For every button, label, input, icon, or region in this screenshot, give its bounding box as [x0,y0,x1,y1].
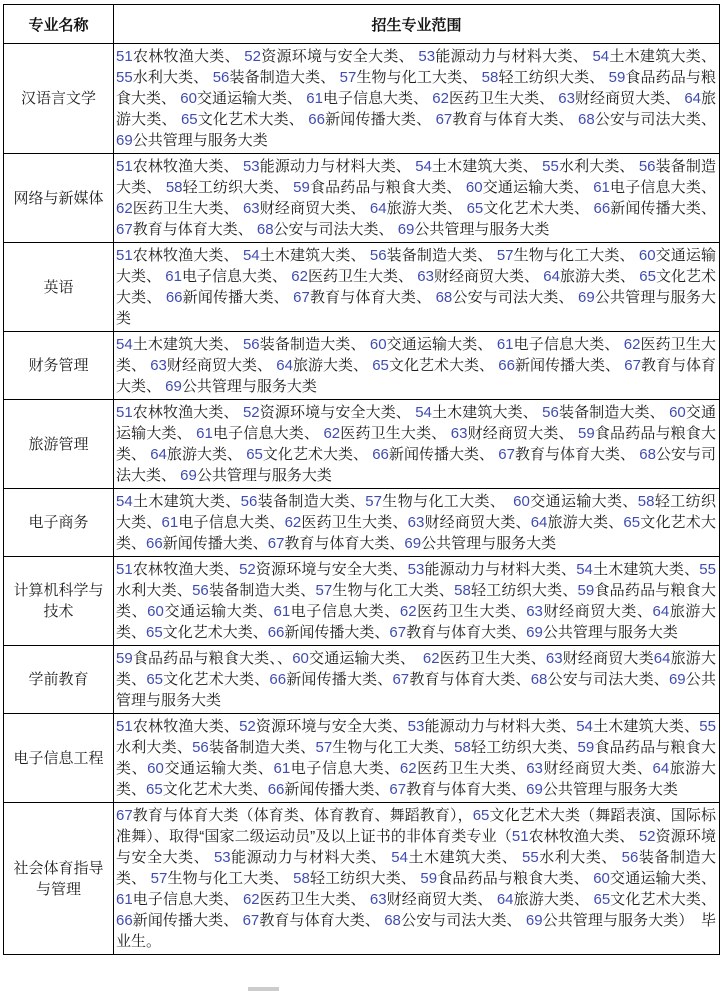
major-name-cell: 社会体育指导与管理 [4,803,114,955]
table-row [4,646,720,714]
column-header-major: 专业名称 [4,5,114,44]
major-name-cell: 学前教育 [4,646,114,714]
scope-cell: 51农林牧渔大类、 53能源动力与材料大类、 54土木建筑大类、 55水利大类、 56装备制造大类、 58轻工纺织大类、 59食品药品与粮食大类、 60交通运输大类、 61电子信息大类、 62医药卫生大类、 63财经商贸大类、 64旅游大类、 65文化艺术大类、 66新闻传播大类、 67教育与体育大类、 68公安与司法大类、 69公共管理与服务大类 [114,154,720,243]
scope-cell: 59食品药品与粮食大类、、60交通运输大类、 62医药卫生大类、63财经商贸大类64旅游大类、65文化艺术大类、66新闻传播大类、67教育与体育大类、68公安与司法大类、69公共管理与服务大类 [114,646,720,714]
scope-cell: 51农林牧渔大类、52资源环境与安全大类、53能源动力与材料大类、54土木建筑大类、55水利大类、56装备制造大类、57生物与化工大类、58轻工纺织大类、59食品药品与粮食大类、60交通运输大类、61电子信息大类、62医药卫生大类、63财经商贸大类、64旅游大类、65文化艺术大类、66新闻传播大类、67教育与体育大类、69公共管理与服务大类 [114,714,720,803]
table-row [4,44,720,154]
table-row [4,803,720,955]
major-name-cell: 汉语言文学 [4,44,114,154]
admission-scope-table [3,4,720,955]
column-header-scope: 招生专业范围 [114,5,720,44]
table-row [4,154,720,243]
table-row [4,243,720,332]
header-row [4,5,720,44]
scope-cell: 51农林牧渔大类、 54土木建筑大类、 56装备制造大类、 57生物与化工大类、 60交通运输大类、 61电子信息大类、 62医药卫生大类、 63财经商贸大类、 64旅游大类、 65文化艺术大类、 66新闻传播大类、 67教育与体育大类、 68公安与司法大类、 69公共管理与服务大类 [114,243,720,332]
scope-cell: 54土木建筑大类、56装备制造大类、57生物与化工大类、 60交通运输大类、58轻工纺织大类、61电子信息大类、62医药卫生大类、63财经商贸大类、64旅游大类、65文化艺术大类、66新闻传播大类、67教育与体育大类、69公共管理与服务大类 [114,489,720,557]
major-name-cell: 网络与新媒体 [4,154,114,243]
major-name-cell: 计算机科学与技术 [4,557,114,646]
major-name-cell: 旅游管理 [4,400,114,489]
major-name-cell: 英语 [4,243,114,332]
major-name-cell: 电子信息工程 [4,714,114,803]
scope-cell: 67教育与体育大类（体育类、体育教育、舞蹈教育），65文化艺术大类（舞蹈表演、国际标准舞）、取得“国家二级运动员”及以上证书的非体育类专业（51农林牧渔大类、 52资源环境与安全大类、 53能源动力与材料大类、 54土木建筑大类、 55水利大类、 56装备制造大类、 57生物与化工大类、 58轻工纺织大类、 59食品药品与粮食大类、 60交通运输大类、 61电子信息大类、 62医药卫生大类、 63财经商贸大类、 64旅游大类、 65文化艺术大类、 66新闻传播大类、 67教育与体育大类、 68公安与司法大类、 69公共管理与服务大类） 毕业生。 [114,803,720,955]
screen-edge-artifact [248,987,279,991]
table-row [4,332,720,400]
scope-cell: 51农林牧渔大类、 52资源环境与安全大类、 54土木建筑大类、 56装备制造大类、 60交通运输大类、 61电子信息大类、 62医药卫生大类、 63财经商贸大类、 59食品药品与粮食大类、 64旅游大类、 65文化艺术大类、 66新闻传播大类、 67教育与体育大类、 68公安与司法大类、 69公共管理与服务大类 [114,400,720,489]
scope-cell: 54土木建筑大类、 56装备制造大类、 60交通运输大类、 61电子信息大类、 62医药卫生大类、 63财经商贸大类、 64旅游大类、 65文化艺术大类、 66新闻传播大类、 67教育与体育大类、 69公共管理与服务大类 [114,332,720,400]
table-row [4,489,720,557]
major-name-cell: 电子商务 [4,489,114,557]
table-row [4,400,720,489]
major-name-cell: 财务管理 [4,332,114,400]
scope-cell: 51农林牧渔大类、52资源环境与安全大类、53能源动力与材料大类、54土木建筑大类、55水利大类、56装备制造大类、57生物与化工大类、58轻工纺织大类、59食品药品与粮食大类、60交通运输大类、61电子信息大类、62医药卫生大类、63财经商贸大类、64旅游大类、65文化艺术大类、66新闻传播大类、67教育与体育大类、69公共管理与服务大类 [114,557,720,646]
scope-cell: 51农林牧渔大类、 52资源环境与安全大类、 53能源动力与材料大类、 54土木建筑大类、 55水利大类、 56装备制造大类、 57生物与化工大类、 58轻工纺织大类、 59食品药品与粮食大类、 60交通运输大类、 61电子信息大类、 62医药卫生大类、 63财经商贸大类、 64旅游大类、 65文化艺术大类、 66新闻传播大类、 67教育与体育大类、 68公安与司法大类、 69公共管理与服务大类 [114,44,720,154]
table-row [4,557,720,646]
table-row [4,714,720,803]
